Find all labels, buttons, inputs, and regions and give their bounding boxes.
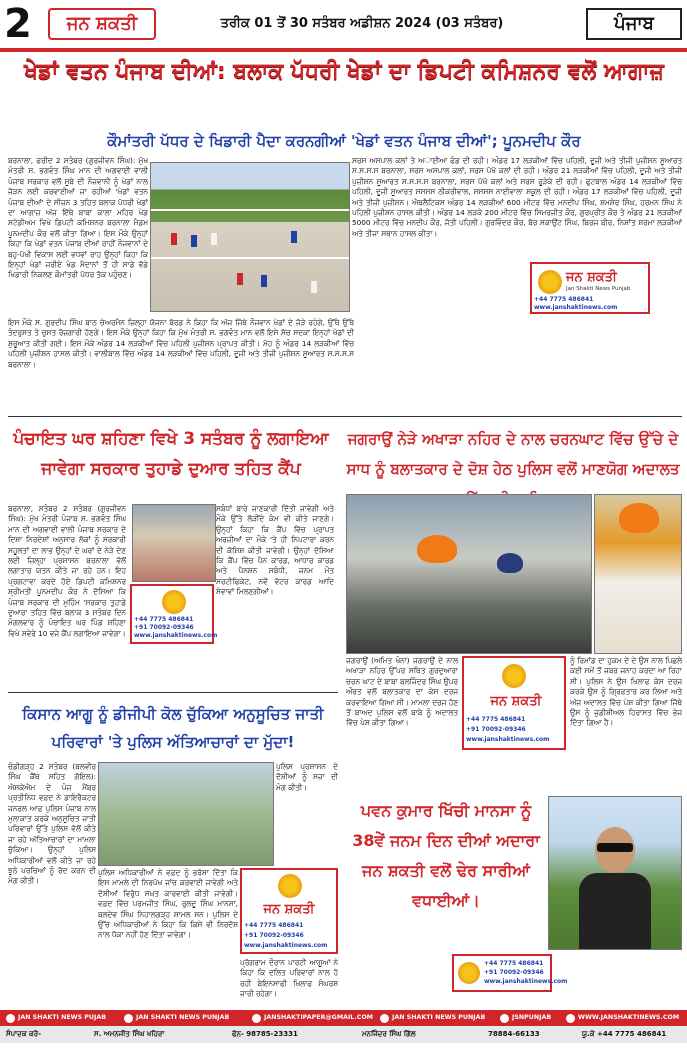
footer-social-bar [0,1010,687,1026]
footer-youtube-link[interactable] [380,1012,485,1024]
sunglasses-icon [597,843,633,852]
advert-phone: +44 7775 486841 [484,960,544,967]
manager-phone: 78884-66133 [488,1030,540,1038]
story3-police-photo[interactable] [346,494,592,654]
masthead-divider [0,48,687,52]
story4-group-photo[interactable] [98,762,274,866]
athlete-figure [237,273,243,285]
athlete-figure [171,233,177,245]
lion-emblem-icon [502,664,526,688]
advert-box[interactable] [530,262,650,314]
globe-icon [566,1014,575,1023]
footer-link-label: JAN SHAKTI NEWS PUNJAB [392,1014,486,1021]
advert-phone: +91 70092-09346 [134,624,194,631]
section-divider [8,692,338,693]
advert-brand: ਜਨ ਸ਼ਕਤੀ [263,902,315,917]
story4-text-d: ਪ੍ਰੋਗਰਾਮ ਦੌਰਾਨ ਪਾਰਟੀ ਆਗੂਆਂ ਨੇ ਕਿਹਾ ਕਿ ਦਲਿਤ ਪਰਿਵਾਰਾਂ ਨਾਲ ਹੋ ਰਹੀ ਬੇਇਨਸਾਫੀ ਖਿਲਾਫ ਸੰਘਰਸ਼ ਜਾਰੀ ਰਹੇਗਾ। [240,958,338,999]
lion-emblem-icon [278,874,302,898]
advert-phone: +44 7775 486841 [466,716,526,723]
manager-name: ਮਨਜਿੰਦਰ ਸਿੰਘ ਗਿੱਲ [362,1030,416,1038]
athlete-figure [211,233,217,245]
youtube-icon [380,1014,389,1023]
story2-portrait[interactable] [132,504,216,582]
story3-text-b: ਨੂੰ ਰਿਮਾਂਡ ਦਾ ਹੁਕਮ ਦੇ ਦੇ ਉਸ ਨਾਲ ਪਿਛਲੇ ਕਈ ਸਮੇਂ ਤੋਂ ਜਬਰ ਜਨਾਹ ਕਰਦਾ ਆ ਰਿਹਾ ਸੀ। ਪੁਲਿਸ ਨੇ ਉਸ ਖਿਲਾਫ ਕੇਸ ਦਰਜ ਕਰਕੇ ਉਸ ਨੂੰ ਗ੍ਰਿਫਤਾਰ ਕਰ ਲਿਆ ਅਤੇ ਅੱਜ ਅਦਾਲਤ ਵਿੱਚ ਪੇਸ਼ ਕੀਤਾ ਗਿਆ ਜਿੱਥੇ ਉਸ ਨੂੰ ਜੁਡੀਸ਼ੀਅਲ ਹਿਰਾਸਤ ਵਿੱਚ ਭੇਜ ਦਿੱਤਾ ਗਿਆ ਹੈ। [570,656,682,728]
advert-phone: +91 70092-09346 [466,726,526,733]
story2-text-b: ਸਬੰਧਾਂ ਬਾਰੇ ਜਾਣਕਾਰੀ ਦਿੱਤੀ ਜਾਵੇਗੀ ਅਤੇ ਮੌਕੇ ਉੱਤੇ ਲੋੜੀਂਦੇ ਕੰਮ ਵੀ ਕੀਤੇ ਜਾਣਗੇ। ਉਨ੍ਹਾਂ ਕਿਹਾ ਕਿ ਕੈਂਪ ਵਿੱਚ ਪ੍ਰਾਪਤ ਅਰਜ਼ੀਆਂ ਦਾ ਮੌਕੇ 'ਤੇ ਹੀ ਨਿਪਟਾਰਾ ਕਰਨ ਦੀ ਕੋਸ਼ਿਸ਼ ਕੀਤੀ ਜਾਵੇਗੀ। ਉਨ੍ਹਾਂ ਦੱਸਿਆ ਕਿ ਕੈਂਪ ਵਿੱਚ ਪੈਨ ਕਾਰਡ, ਆਧਾਰ ਕਾਰਡ ਅਤੇ ਪੈਨਸ਼ਨ ਸਬੰਧੀ, ਜਨਮ ਮੌਤ ਸਰਟੀਫਿਕੇਟ, ਨਵੇਂ ਵੋਟਰ ਕਾਰਡ ਆਦਿ ਸੇਵਾਵਾਂ ਮਿਲਣਗੀਆਂ। [216,504,334,597]
story4-headline[interactable]: ਕਿਸਾਨ ਆਗੂ ਨੂੰ ਡੀਜੀਪੀ ਕੋਲ ਚੁੱਕਿਆ ਅਨੁਸੂਚਿਤ ਜਾਤੀ ਪਰਿਵਾਰਾਂ 'ਤੇ ਪੁਲਿਸ ਅੱਤਿਆਚਾਰਾਂ ਦਾ ਮੁੱਦਾ! [22,705,324,751]
athlete-figure [291,231,297,243]
story4-text-a: ਚੰਡੀਗੜ੍ਹ 2 ਸਤੰਬਰ (ਬਲਵੀਰ ਸਿੰਘ ਕੈਂਥ ਸਹਿਤ ਗੋਇਲ): ਐਸਕੇਐਮ ਦੇ ਪੰਜ ਮੈਂਬਰ ਪ੍ਰਤੀਨਿਧ ਵਫ਼ਦ ਨੇ ਡਾਇਰੈਕਟਰ ਜਨਰਲ ਆਫ਼ ਪੁਲਿਸ ਪੰਜਾਬ ਨਾਲ ਮੁਲਾਕਾਤ ਕਰਕੇ ਅਨੁਸੂਚਿਤ ਜਾਤੀ ਪਰਿਵਾਰਾਂ ਉੱਤੇ ਪੁਲਿਸ ਵੱਲੋਂ ਕੀਤੇ ਜਾ ਰਹੇ ਅੱਤਿਆਚਾਰਾਂ ਦਾ ਮਾਮਲਾ ਚੁੱਕਿਆ। ਉਨ੍ਹਾਂ ਪੁਲਿਸ ਅਧਿਕਾਰੀਆਂ ਵਲੋਂ ਕੀਤੇ ਜਾ ਰਹੇ ਝੂਠੇ ਪਰਚਿਆਂ ਨੂੰ ਰੱਦ ਕਰਨ ਦੀ ਮੰਗ ਕੀਤੀ। [8,762,96,886]
story3-portrait[interactable] [594,494,682,654]
footer-credit-strip [0,1026,687,1043]
lion-emblem-icon [538,270,562,294]
advert-phone: +91 70092-09346 [484,969,544,976]
athlete-figure [191,235,197,247]
turban-figure [497,553,523,573]
advert-box[interactable] [130,584,218,644]
advert-brand: ਜਨ ਸ਼ਕਤੀ [566,270,617,285]
editor-label: ਸੰਪਾਦਕ ਕਰੋ- [6,1030,42,1038]
advert-site[interactable]: www.janshaktinews.com [534,304,618,311]
advert-subbrand: Jan Shakti News Punjab [566,286,631,292]
athlete-figure [261,275,267,287]
section-divider [8,416,682,417]
advert-site[interactable]: www.janshaktinews.com [134,632,218,639]
lead-column-1b: ਇਸ ਮੌਕੇ ਸ. ਗੁਰਦੀਪ ਸਿੰਘ ਬਾਠ ਚੇਅਰਮੈਨ ਜ਼ਿਲ੍ਹਾ ਯੋਜਨਾ ਬੋਰਡ ਨੇ ਕਿਹਾ ਕਿ ਅੱਜ ਜਿੱਥੇ ਨੌਜਵਾਨ ਖੇਡਾਂ ਦੇ ਜੋੜੇ ਰਹੇਗੇ, ਉੱਥੇ ਉੱਥੇ ਤੰਦਰੁਸਤ ਤੇ ਚੁਸਤ ਰੋਜ਼ਗਾਰੀ ਹੋਣਗੇ। ਇਸ ਮੌਕੇ ਉਨ੍ਹਾਂ ਕਿਹਾ ਕਿ ਮੁੱਖ ਮੰਤਰੀ ਸ. ਭਗਵੰਤ ਮਾਨ ਵਲੋਂ ਇਸੇ ਸੋਚ ਸਦਕਾ ਇਨ੍ਹਾਂ ਖੇਡਾਂ ਦੀ ਸ਼ੁਰੂਆਤ ਕੀਤੀ ਗਈ। ਇਸ ਮੌਕੇ ਅੰਡਰ 14 ਲੜਕੀਆਂ ਵਿੱਚ ਪਹਿਲੀ ਪੁਜ਼ੀਸ਼ਨ ਪ੍ਰਾਪਤ ਕੀਤੀ। ਮੋਹ ਨੂੰ ਅੰਡਰ 14 ਲੜਕੀਆਂ ਵਿੱਚ ਪਹਿਲੀ ਪੁਜ਼ੀਸ਼ਨ ਹਾਸਲ ਕੀਤੀ। ਵਾਲੀਬਾਲ ਵਿੱਚ ਅੰਡਰ 14 ਲੜਕੀਆਂ ਵਿੱਚ ਪਹਿਲੀ, ਦੂਜੀ ਅਤੇ ਤੀਜੀ ਪੁਜ਼ੀਸ਼ਨ ਸੂਆਰਤ ਸ.ਸ.ਸ.ਸ ਬਰਨਾਲਾ। [8,318,354,369]
dateline: ਤਰੀਕ 01 ਤੋਂ 30 ਸਤੰਬਰ ਅਡੀਸ਼ਨ 2024 (03 ਸਤੰਬਰ) [220,16,504,31]
footer-link-label: WWW.JANSHAKTINEWS.COM [578,1014,680,1021]
twitter-icon [500,1014,509,1023]
birthday-portrait[interactable] [548,796,682,950]
footer-website-link[interactable] [566,1012,679,1024]
advert-site[interactable]: www.janshaktinews.com [484,978,568,985]
advert-box[interactable] [452,954,568,992]
advert-phone: +91 70092-09346 [244,932,304,939]
advert-site[interactable]: www.janshaktinews.com [466,736,550,743]
lion-emblem-icon [162,590,186,614]
turban-figure [417,535,457,563]
footer-link-label: JSNPUNJAB [512,1014,552,1021]
story2-text-a: ਬਰਨਾਲਾ, ਸਤੰਬਰ 2 ਸਤੰਬਰ (ਗੁਰਜੀਵਨ ਸਿੰਘ): ਮੁੱਖ ਮੰਤਰੀ ਪੰਜਾਬ ਸ. ਭਗਵੰਤ ਸਿੰਘ ਮਾਨ ਦੀ ਅਗਵਾਈ ਵਾਲੀ ਪੰਜਾਬ ਸਰਕਾਰ ਦੇ ਦਿਸ਼ਾ ਨਿਰਦੇਸ਼ਾਂ ਅਨੁਸਾਰ ਲੋਕਾਂ ਨੂੰ ਸਰਕਾਰੀ ਸਹੂਲਤਾਂ ਦਾ ਲਾਭ ਉਨ੍ਹਾਂ ਦੇ ਘਰਾਂ ਦੇ ਨੇੜੇ ਦੇਣ ਲਈ ਜ਼ਿਲ੍ਹਾ ਪ੍ਰਸ਼ਾਸਨ ਬਰਨਾਲਾ ਵੱਲੋਂ ਲਗਾਤਾਰ ਯਤਨ ਕੀਤੇ ਜਾ ਰਹੇ ਹਨ। ਇਹ ਪ੍ਰਗਟਾਵਾ ਕਰਦੇ ਹੋਏ ਡਿਪਟੀ ਕਮਿਸ਼ਨਰ ਸ਼੍ਰੀਮਤੀ ਪੂਨਮਦੀਪ ਕੌਰ ਨੇ ਦੱਸਿਆ ਕਿ ਪੰਜਾਬ ਸਰਕਾਰ ਦੀ ਮੁਹਿੰਮ 'ਸਰਕਾਰ ਤੁਹਾਡੇ ਦੁਆਰ' ਤਹਿਤ ਵਿੱਚ ਬਲਾਕ 3 ਸਤੰਬਰ ਦਿਨ ਮੰਗਲਵਾਰ ਨੂੰ ਪੰਚਾਇਤ ਘਰ ਪਿੰਡ ਸ਼ਹਿਣਾ ਵਿਖੇ ਸਵੇਰੇ 10 ਵਜੇ ਕੈਂਪ ਲਗਾਇਆ ਜਾਵੇਗਾ। [8,504,126,638]
story3-text-a: ਜਗਰਾਉਂ (ਅਮਿਤ ਖੰਨਾ) ਜਗਰਾਉਂ ਦੇ ਨਾਲ ਅਖਾੜਾ ਨਹਿਰ ਉੱਪਰ ਸਥਿਤ ਗੁਰਦੁਆਰਾ ਚਰਨ ਘਾਟ ਦੇ ਬਾਬਾ ਬਲਜਿੰਦਰ ਸਿੰਘ ਉਪਰ ਔਰਤ ਵਲੋਂ ਬਲਾਤਕਾਰ ਦਾ ਕੇਸ ਦਰਜ ਕਰਵਾਇਆ ਗਿਆ ਸੀ। ਮਾਮਲਾ ਦਰਜ ਹੋਣ ਤੋਂ ਬਾਅਦ ਪੁਲਿਸ ਵਲੋਂ ਬਾਬੇ ਨੂੰ ਅਦਾਲਤ ਵਿੱਚ ਪੇਸ਼ ਕੀਤਾ ਗਿਆ। [346,656,458,728]
person-body [579,873,651,950]
lead-column-3: ਸਰਸ ਅਸਪਾਲ ਕਲਾਂ ਤੇ ਅਾਈਆ ਫੰਡ ਦੀ ਰਹੀ। ਅੰਡਰ 17 ਲੜਕੀਆਂ ਵਿੱਚ ਪਹਿਲੀ, ਦੂਜੀ ਅਤੇ ਤੀਜੀ ਪੁਜ਼ੀਸ਼ਨ ਸੂਆਰਤ ਸ.ਸ.ਸ.ਸ ਬਰਨਾਲਾ, ਸਰਸ ਅਸਪਾਲ ਕਲਾਂ, ਸਰਸ ਪੱਖੋ ਕਲਾਂ ਦੀ ਰਹੀ। ਅੰਡਰ 21 ਲੜਕੀਆਂ ਵਿੱਚ ਪਹਿਲੀ, ਦੂਜੀ ਅਤੇ ਤੀਜੀ ਪੁਜ਼ੀਸ਼ਨ ਸੂਆਰਤ ਸ.ਸ.ਸ.ਸ ਬਰਨਾਲਾ, ਸਰਸ ਪੱਖੋ ਕਲਾਂ ਅਤੇ ਸਰਸ ਰੂੜੇਕੇ ਦੀ ਰਹੀ। ਫੁਟਬਾਲ ਅੰਡਰ 14 ਲੜਕੀਆਂ ਵਿੱਚ ਪਹਿਲੀ, ਦੂਜੀ ਸੂਆਰਤ ਸਸਸਸ ਠੀਕਰੀਵਾਲ, ਸਸਸਸ ਨਾਈਵਾਲਾ ਸਕੂਲ ਦੀ ਰਹੀ। ਅੰਡਰ 17 ਲੜਕੀਆਂ ਵਿੱਚ ਪਹਿਲੀ, ਦੂਜੀ ਅਤੇ ਤੀਜੀ ਪੁਜ਼ੀਸ਼ਨ। ਐਥਲੈਟਿਕਸ ਅੰਡਰ 14 ਲੜਕੀਆਂ 600 ਮੀਟਰ ਵਿੱਚ ਮਨਦੀਪ ਸਿੰਘ, ਸ਼ਮਸ਼ੇਰ ਸਿੰਘ, ਹਰਮਨ ਸਿੰਘ ਨੇ ਪਹਿਲੀ ਪੁਜ਼ੀਸ਼ਨ ਹਾਸਲ ਕੀਤੀ। ਅੰਡਰ 14 ਲੜਕੇ 200 ਮੀਟਰ ਵਿੱਚ ਸਿਮਰਜੀਤ ਕੌਰ, ਗੁਰਪ੍ਰੀਤ ਕੌਰ ਤੇ ਅੰਡਰ 21 ਲੜਕੀਆਂ 5000 ਮੀਟਰ ਵਿੱਚ ਮਨਦੀਪ ਕੌਰ, ਜੋਤੀ ਪਹਿਲੀ। ਗੁਰਵਿੰਦਰ ਕੌਰ, ਬੋਰ ਸਕਾਉਂਟ ਸਿੰਘ, ਬਿਰਜ ਬੀਰ, ਨਿਸ਼ਾਂਤ ਸ਼ਰਮਾ ਲੜਕੀਆਂ ਅਤੇ ਤੀਜਾ ਸਥਾਨ ਹਾਸਲ ਕੀਤਾ। [352,156,682,238]
lead-column-1: ਬਰਨਾਲਾ, ਫਰੀਦ 2 ਸਤੰਬਰ (ਗੁਰਜੀਵਨ ਸਿੰਘ): ਮੁੱਖ ਮੰਤਰੀ ਸ. ਭਗਵੰਤ ਸਿੰਘ ਮਾਨ ਦੀ ਅਗਵਾਈ ਵਾਲੀ ਪੰਜਾਬ ਸਰਕਾਰ ਵਲੋਂ ਸੂਬੇ ਦੀ ਨੌਜਵਾਨੀ ਨੂੰ ਖੇਡਾਂ ਨਾਲ ਜੋੜਨ ਲਈ ਕਰਵਾਈਆਂ ਜਾ ਰਹੀਆਂ 'ਖੇਡਾਂ ਵਤਨ ਪੰਜਾਬ ਦੀਆਂ' ਦੇ ਸੀਜ਼ਨ 3 ਤਹਿਤ ਬਲਾਕ ਪੱਧਰੀ ਖੇਡਾਂ ਦਾ ਆਗਾਜ਼ ਅੱਜ ਇੱਥੇ ਬਾਬਾ ਕਾਲਾ ਮਹਿਰ ਖੇਡ ਸਟੇਡੀਅਮ ਵਿਖੇ ਡਿਪਟੀ ਕਮਿਸ਼ਨਰ ਬਰਨਾਲਾ ਮੈਡਮ ਪੂਨਮਦੀਪ ਕੌਰ ਵਲੋਂ ਕੀਤਾ ਗਿਆ। ਇਸ ਮੌਕੇ ਉਨ੍ਹਾਂ ਕਿਹਾ ਕਿ ਖੇਡਾਂ ਵਤਨ ਪੰਜਾਬ ਦੀਆਂ ਰਾਹੀਂ ਨੌਜਵਾਨਾਂ ਦੇ ਬਹੁ-ਪੱਖੀ ਵਿਕਾਸ ਲਈ ਵਧਵਾਂ ਰਾਹ ਉਨ੍ਹਾਂ ਕਿਹਾ ਕਿ ਇਨ੍ਹਾਂ ਖੇਡਾਂ ਜਰੀਏ ਖੇਡ ਮੈਦਾਨਾਂ ਤੋਂ ਹੀ ਸਾਡੇ ਵੱਡੇ ਖਿਡਾਰੀ ਨਿਕਲਣ ਕੌਮਾਂਤਰੀ ਪੱਧਰ ਤੱਕ ਪਹੁੰਚਣ। [8,156,148,280]
advert-box[interactable] [240,868,338,954]
advert-phone: +44 7775 486841 [134,616,194,623]
editor-phone: ਫੋਨ- 98785-23331 [232,1030,298,1038]
footer-facebook-link[interactable] [6,1012,106,1024]
turban-figure [619,503,659,533]
track-line [151,257,349,259]
newspaper-logo[interactable]: ਜਨ ਸ਼ਕਤੀ [48,8,156,40]
birthday-headline[interactable]: ਪਵਨ ਕੁਮਾਰ ਖਿੱਚੀ ਮਾਨਸਾ ਨੂੰ 38ਵੇਂ ਜਨਮ ਦਿਨ ਦੀਆਂ ਅਦਾਰਾ ਜਨ ਸ਼ਕਤੀ ਵਲੋਂ ਢੇਰ ਸਾਰੀਆਂ ਵਧਾਈਆਂ। [352,801,540,910]
footer-mail-link[interactable] [252,1012,373,1024]
advert-phone: +44 7775 486841 [534,296,594,303]
story4-text-c: ਪੁਲਿਸ ਅਧਿਕਾਰੀਆਂ ਨੇ ਵਫ਼ਦ ਨੂੰ ਭਰੋਸਾ ਦਿੱਤਾ ਕਿ ਇਸ ਮਾਮਲੇ ਦੀ ਨਿਰਪੱਖ ਜਾਂਚ ਕਰਵਾਈ ਜਾਵੇਗੀ ਅਤੇ ਦੋਸ਼ੀਆਂ ਵਿਰੁੱਧ ਸਖ਼ਤ ਕਾਰਵਾਈ ਕੀਤੀ ਜਾਵੇਗੀ। ਵਫ਼ਦ ਵਿੱਚ ਪਰਮਜੀਤ ਸਿੰਘ, ਰੁਲਦੂ ਸਿੰਘ ਮਾਨਸਾ, ਬਲਦੇਵ ਸਿੰਘ ਨਿਹਾਲਗੜ੍ਹ ਸ਼ਾਮਲ ਸਨ। ਪੁਲਿਸ ਦੇ ਉੱਚ ਅਧਿਕਾਰੀਆਂ ਨੇ ਕਿਹਾ ਕਿ ਕਿਸੇ ਵੀ ਨਿਰਦੋਸ਼ ਨਾਲ ਧੱਕਾ ਨਹੀਂ ਹੋਣ ਦਿੱਤਾ ਜਾਵੇਗਾ। [98,868,238,940]
footer-link-label: JAN SHAKTI NEWS PUJAB [18,1014,107,1021]
footer-link-label: JAN SHAKTI NEWS PUNJAB [136,1014,230,1021]
advert-brand: ਜਨ ਸ਼ਕਤੀ [490,694,542,709]
lion-emblem-icon [458,962,480,984]
footer-link-label: JANSHAKTIPAPER@GMAIL.COM [264,1014,373,1021]
lead-sports-photo[interactable] [150,162,350,312]
advert-phone: +44 7775 486841 [244,922,304,929]
section-label: ਪੰਜਾਬ [586,8,682,40]
advert-box[interactable] [462,656,566,750]
story4-text-b: ਪੁਲਿਸ ਪ੍ਰਸ਼ਾਸਨ ਦੇ ਦੋਸ਼ੀਆਂ ਨੂੰ ਸਜ਼ਾ ਦੀ ਮੰਗ ਕੀਤੀ। [276,762,338,792]
footer-instagram-link[interactable] [124,1012,229,1024]
advert-site[interactable]: www.janshaktinews.com [244,942,328,949]
facebook-icon [6,1014,15,1023]
lead-headline[interactable]: ਖੇਡਾਂ ਵਤਨ ਪੰਜਾਬ ਦੀਆਂ: ਬਲਾਕ ਪੱਧਰੀ ਖੇਡਾਂ ਦਾ ਡਿਪਟੀ ਕਮਿਸ਼ਨਰ ਵਲੋਂ ਆਗਾਜ਼ [24,59,664,84]
lead-subheadline: ਕੌਮਾਂਤਰੀ ਪੱਧਰ ਦੇ ਖਿਡਾਰੀ ਪੈਦਾ ਕਰਨਗੀਆਂ 'ਖੇਡਾਂ ਵਤਨ ਪੰਜਾਬ ਦੀਆਂ'; ਪੂਨਮਦੀਪ ਕੌਰ [107,132,581,150]
story2-headline[interactable]: ਪੰਚਾਇਤ ਘਰ ਸ਼ਹਿਣਾ ਵਿਖੇ 3 ਸਤੰਬਰ ਨੂੰ ਲਗਾਇਆ ਜਾਵੇਗਾ ਸਰਕਾਰ ਤੁਹਾਡੇ ਦੁਆਰ ਤਹਿਤ ਕੈਂਪ [13,429,329,479]
uk-phone: ਯੂ.ਕੇ +44 7775 486841 [582,1030,667,1038]
mail-icon [252,1014,261,1023]
editor-name: ਸ. ਅਮਨਜੀਤ ਸਿੰਘ ਖਹਿਰਾ [94,1030,165,1038]
page-number: 2 [4,1,32,47]
track-line [151,209,349,211]
athlete-figure [311,281,317,293]
instagram-icon [124,1014,133,1023]
footer-twitter-link[interactable] [500,1012,551,1024]
story3-headline[interactable]: ਜਗਰਾਉਂ ਨੇੜੇ ਅਖਾੜਾ ਨਹਿਰ ਦੇ ਨਾਲ ਚਰਨਘਾਟ ਵਿੱਚ ਉੱਚੇ ਦੇ ਸਾਧ ਨੂੰ ਬਲਾਤਕਾਰ ਦੇ ਦੋਸ਼ ਹੇਠ ਪੁਲਿਸ ਵਲੋਂ ਮਾਣਯੋਗ ਅਦਾਲਤ [346,430,680,478]
